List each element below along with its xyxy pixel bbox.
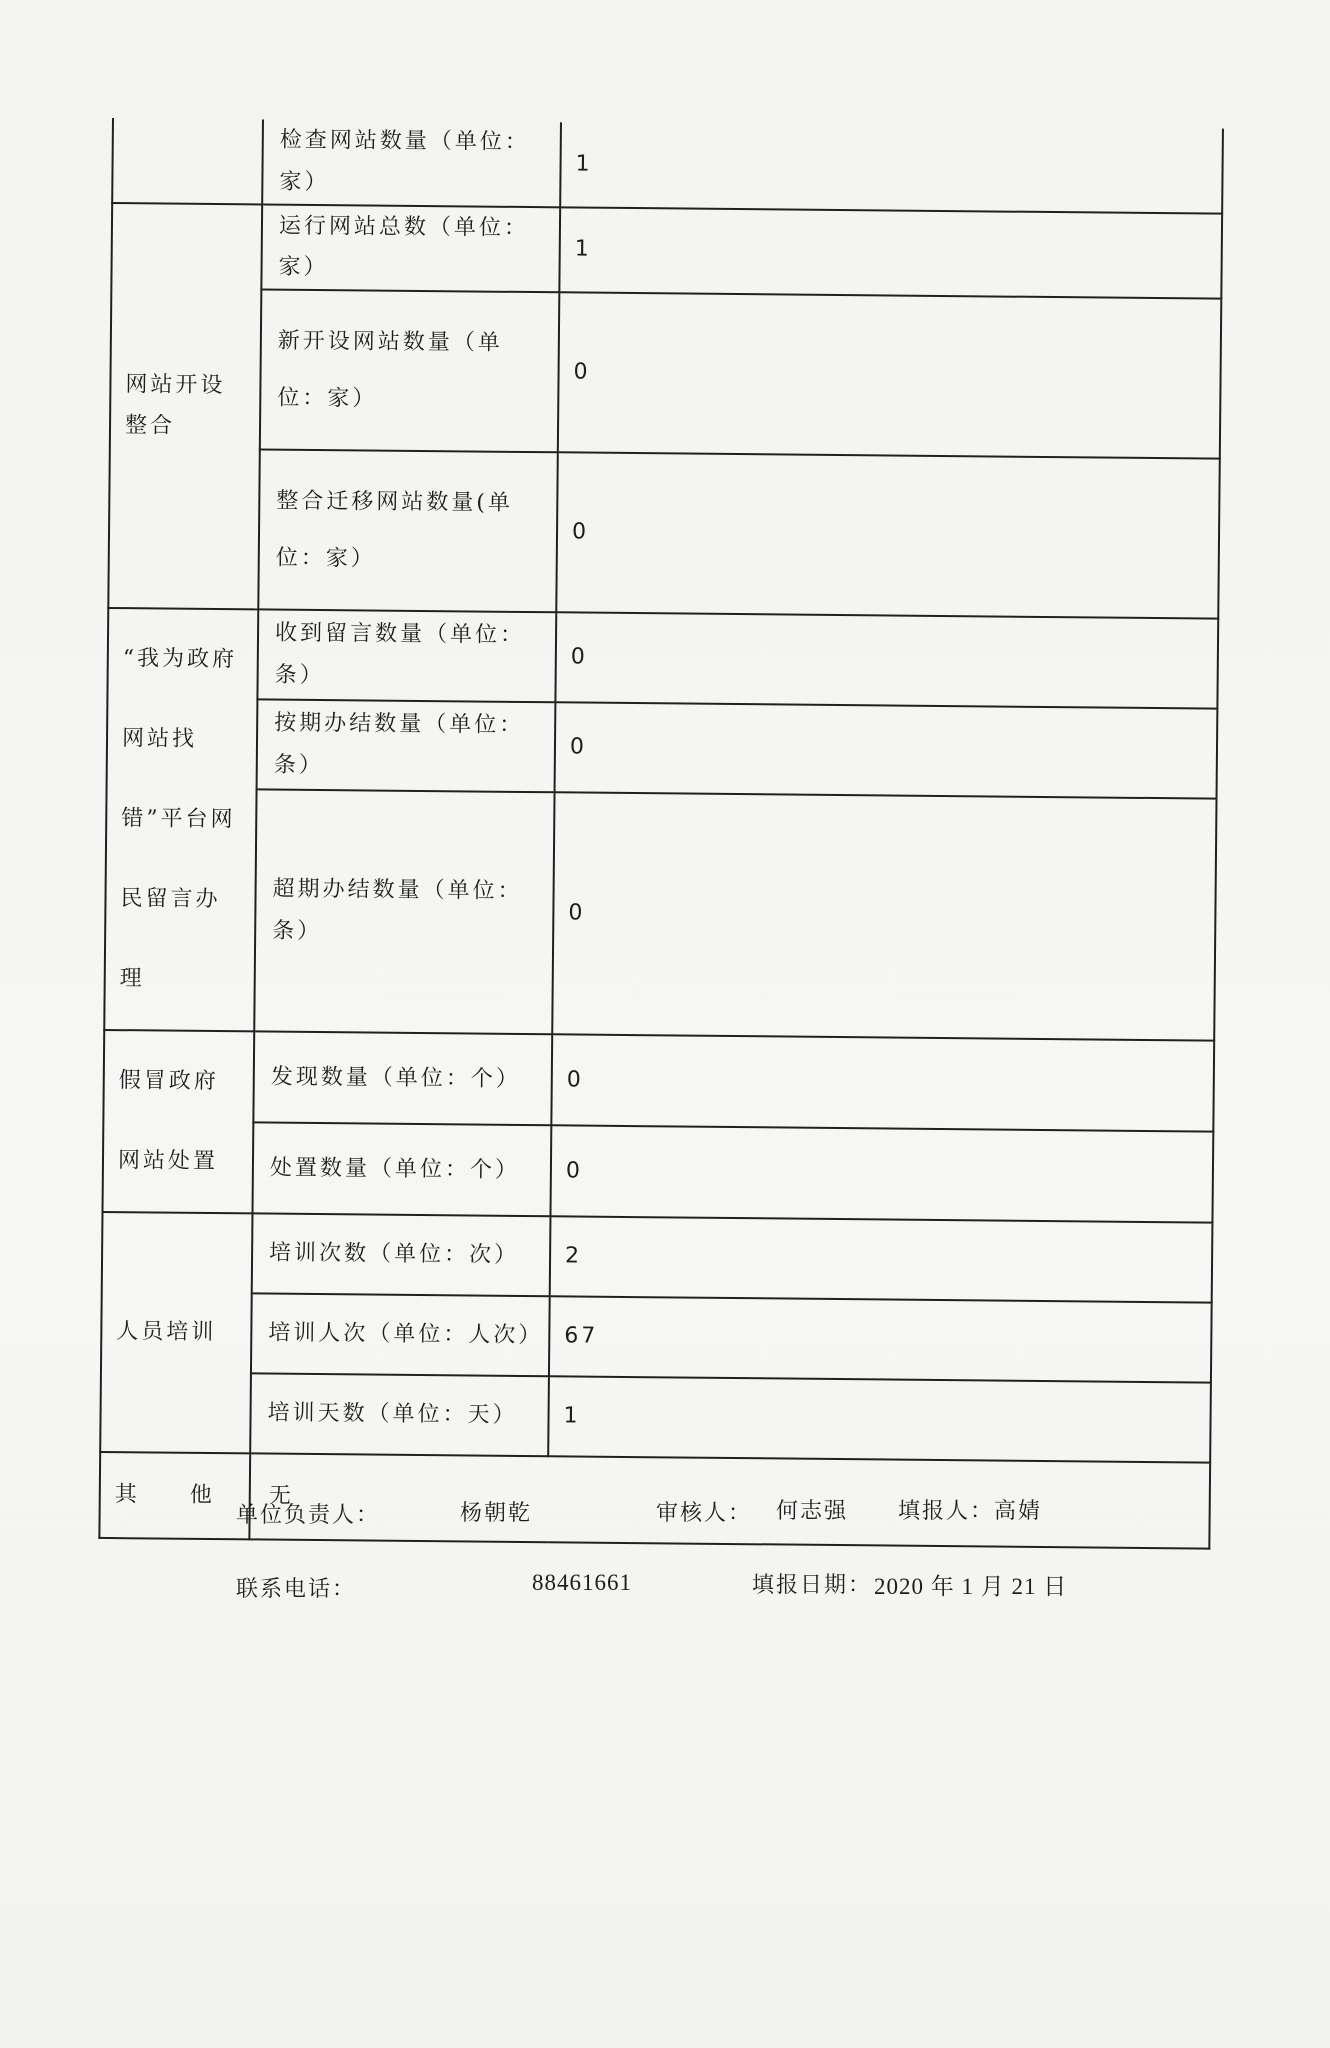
- item-value: 0: [555, 612, 1218, 708]
- item-label: 培训天数（单位：天）: [250, 1374, 549, 1457]
- item-label: 收到留言数量（单位：条）: [257, 610, 556, 703]
- item-value: 0: [556, 452, 1220, 618]
- item-value: 0: [552, 793, 1216, 1041]
- item-label: 按期办结数量（单位：条）: [257, 700, 556, 793]
- phone-value: 88461661: [532, 1570, 632, 1595]
- category-fake-website-handling: 假冒政府网站处置: [102, 1030, 254, 1213]
- item-value: 67: [549, 1296, 1212, 1382]
- item-label: 处置数量（单位：个）: [252, 1123, 551, 1217]
- unit-head-name: 杨朝乾: [460, 1501, 533, 1526]
- unit-head-label: 单位负责人：: [236, 1503, 381, 1528]
- reviewer-label: 审核人：: [656, 1501, 753, 1526]
- filler-label: 填报人：: [898, 1499, 995, 1524]
- item-label: 新开设网站数量（单位：家）: [260, 290, 560, 453]
- item-label: 发现数量（单位：个）: [253, 1032, 552, 1126]
- item-label: 整合迁移网站数量(单位：家）: [258, 450, 558, 613]
- item-value: 1: [560, 122, 1223, 213]
- category-staff-training: 人员培训: [100, 1212, 252, 1453]
- item-label: 运行网站总数（单位：家）: [261, 204, 560, 292]
- item-value: 0: [558, 292, 1222, 458]
- other-value: 无: [249, 1454, 1210, 1549]
- item-value: 0: [550, 1125, 1213, 1222]
- date-value: 2020 年 1 月 21 日: [874, 1574, 1068, 1599]
- item-label: 超期办结数量（单位：条）: [254, 790, 554, 1035]
- item-label: 检查网站数量（单位：家）: [262, 119, 561, 206]
- item-value: 0: [551, 1034, 1214, 1131]
- category-error-report-platform: “我为政府网站找错”平台网民留言办理: [104, 608, 258, 1031]
- item-label: 培训人次（单位：人次）: [251, 1294, 550, 1377]
- category-other: 其 他: [99, 1452, 250, 1539]
- date-label: 填报日期：: [752, 1573, 873, 1598]
- reviewer-name: 何志强: [776, 1499, 849, 1524]
- item-value: 0: [555, 703, 1218, 799]
- phone-label: 联系电话：: [236, 1577, 357, 1602]
- item-value: 2: [550, 1216, 1213, 1302]
- filler-name: 高婧: [994, 1499, 1043, 1524]
- item-label: 培训次数（单位：次）: [252, 1214, 551, 1297]
- item-value: 1: [548, 1376, 1211, 1462]
- item-value: 1: [559, 207, 1222, 299]
- category-website-integration: 网站开设整合: [108, 203, 262, 610]
